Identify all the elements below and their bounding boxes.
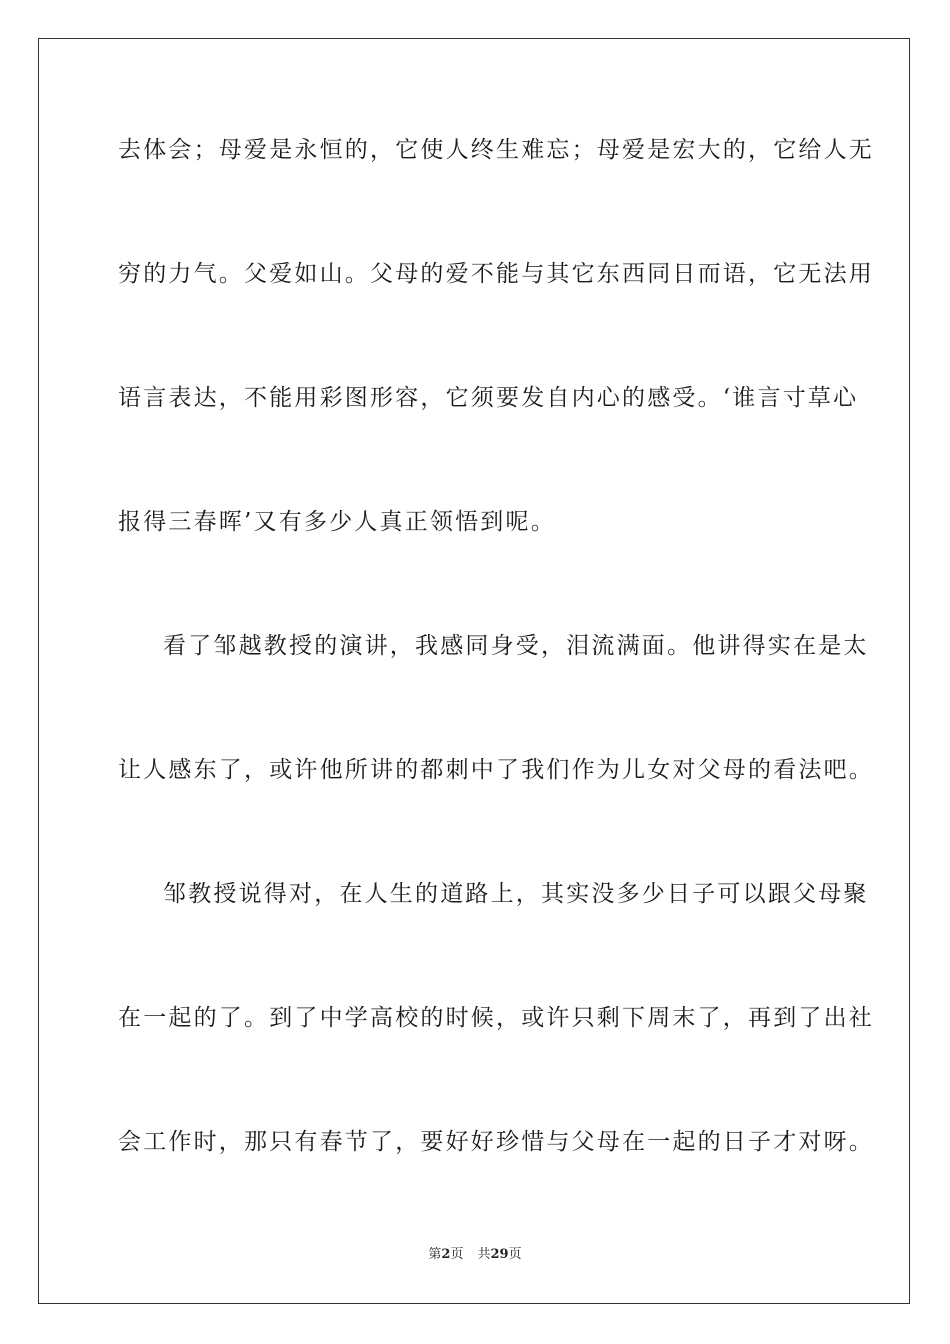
text-line: 去体会；母爱是永恒的，它使人终生难忘；母爱是宏大的，它给人无 bbox=[118, 137, 874, 163]
text-line: 语言表达，不能用彩图形容，它须要发自内心的感受。‘谁言寸草心 bbox=[118, 385, 859, 411]
text-line: 在一起的了。到了中学高校的时候，或许只剩下周末了，再到了出社 bbox=[118, 1005, 874, 1031]
page-footer bbox=[0, 1246, 950, 1264]
text-line: 让人感东了，或许他所讲的都刺中了我们作为儿女对父母的看法吧。 bbox=[118, 757, 874, 783]
page-number-label: 第2页 bbox=[428, 1247, 464, 1262]
text-line: 会工作时，那只有春节了，要好好珍惜与父母在一起的日子才对呀。 bbox=[118, 1129, 874, 1155]
text-line: 穷的力气。父爱如山。父母的爱不能与其它东西同日而语，它无法用 bbox=[118, 261, 874, 287]
text-line: 报得三春晖’又有多少人真正领悟到呢。 bbox=[118, 509, 556, 535]
paragraph-first-line: 邹教授说得对，在人生的道路上，其实没多少日子可以跟父母聚 bbox=[163, 881, 869, 907]
total-pages-label: 共29页 bbox=[477, 1247, 522, 1262]
page-border bbox=[38, 38, 910, 1304]
paragraph-first-line: 看了邹越教授的演讲，我感同身受，泪流满面。他讲得实在是太 bbox=[163, 633, 869, 659]
